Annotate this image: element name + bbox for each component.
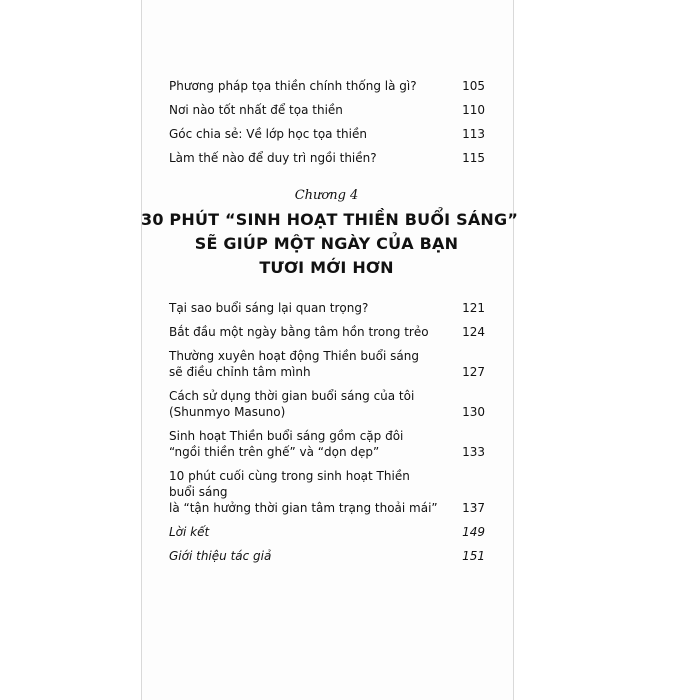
chapter-label: Chương 4 bbox=[294, 188, 359, 203]
toc-entry bbox=[169, 324, 485, 340]
toc-entry-page: 115 bbox=[462, 151, 485, 165]
toc-entry bbox=[169, 78, 485, 94]
toc-entry bbox=[169, 348, 485, 380]
toc-section-bottom bbox=[169, 300, 485, 572]
toc-entry bbox=[169, 126, 485, 142]
toc-entry-endmatter bbox=[169, 524, 485, 540]
toc-entry-page: 105 bbox=[462, 79, 485, 93]
toc-entry-page: 137 bbox=[462, 501, 485, 515]
toc-entry-title: Phương pháp tọa thiền chính thống là gì? bbox=[169, 79, 417, 93]
toc-entry-title: Thường xuyên hoạt động Thiền buổi sáng sẽ điều chỉnh tâm mình bbox=[169, 349, 419, 379]
toc-entry-title: Tại sao buổi sáng lại quan trọng? bbox=[169, 301, 369, 315]
toc-entry bbox=[169, 150, 485, 166]
toc-entry-endmatter bbox=[169, 548, 485, 564]
toc-entry-title: Nơi nào tốt nhất để tọa thiền bbox=[169, 103, 343, 117]
toc-entry-title: Sinh hoạt Thiền buổi sáng gồm cặp đôi “ngồi thiền trên ghế” và “dọn dẹp” bbox=[169, 429, 404, 459]
chapter-title-line: TƯƠI MỚI HƠN bbox=[259, 258, 394, 277]
toc-entry-page: 149 bbox=[462, 525, 485, 539]
chapter-title bbox=[141, 208, 519, 280]
toc-entry bbox=[169, 468, 485, 516]
toc-entry-title: Cách sử dụng thời gian buổi sáng của tôi (Shunmyo Masuno) bbox=[169, 389, 415, 419]
toc-entry-page: 133 bbox=[462, 445, 485, 459]
toc-section-top bbox=[169, 78, 485, 174]
toc-entry-page: 151 bbox=[462, 549, 485, 563]
toc-entry-title: Bắt đầu một ngày bằng tâm hồn trong trẻo bbox=[169, 325, 429, 339]
chapter-heading bbox=[141, 188, 519, 280]
toc-entry-page: 124 bbox=[462, 325, 485, 339]
toc-entry-page: 110 bbox=[462, 103, 485, 117]
chapter-title-line: SẼ GIÚP MỘT NGÀY CỦA BẠN bbox=[194, 234, 459, 253]
toc-entry bbox=[169, 388, 485, 420]
toc-entry-title: Lời kết bbox=[169, 525, 210, 539]
toc-entry-page: 130 bbox=[462, 405, 485, 419]
toc-entry bbox=[169, 102, 485, 118]
toc-entry-title: Làm thế nào để duy trì ngồi thiền? bbox=[169, 151, 377, 165]
toc-entry-page: 121 bbox=[462, 301, 485, 315]
toc-entry-page: 113 bbox=[462, 127, 485, 141]
toc-entry-title: Giới thiệu tác giả bbox=[169, 549, 272, 563]
toc-entry bbox=[169, 300, 485, 316]
toc-entry-page: 127 bbox=[462, 365, 485, 379]
toc-entry-title: 10 phút cuối cùng trong sinh hoạt Thiền buổi sáng là “tận hưởng thời gian tâm trạng thoải mái” bbox=[169, 469, 438, 515]
toc-entry-title: Góc chia sẻ: Về lớp học tọa thiền bbox=[169, 127, 367, 141]
chapter-title-line: 30 PHÚT “SINH HOẠT THIỀN BUỔI SÁNG” bbox=[141, 210, 519, 229]
toc-entry bbox=[169, 428, 485, 460]
